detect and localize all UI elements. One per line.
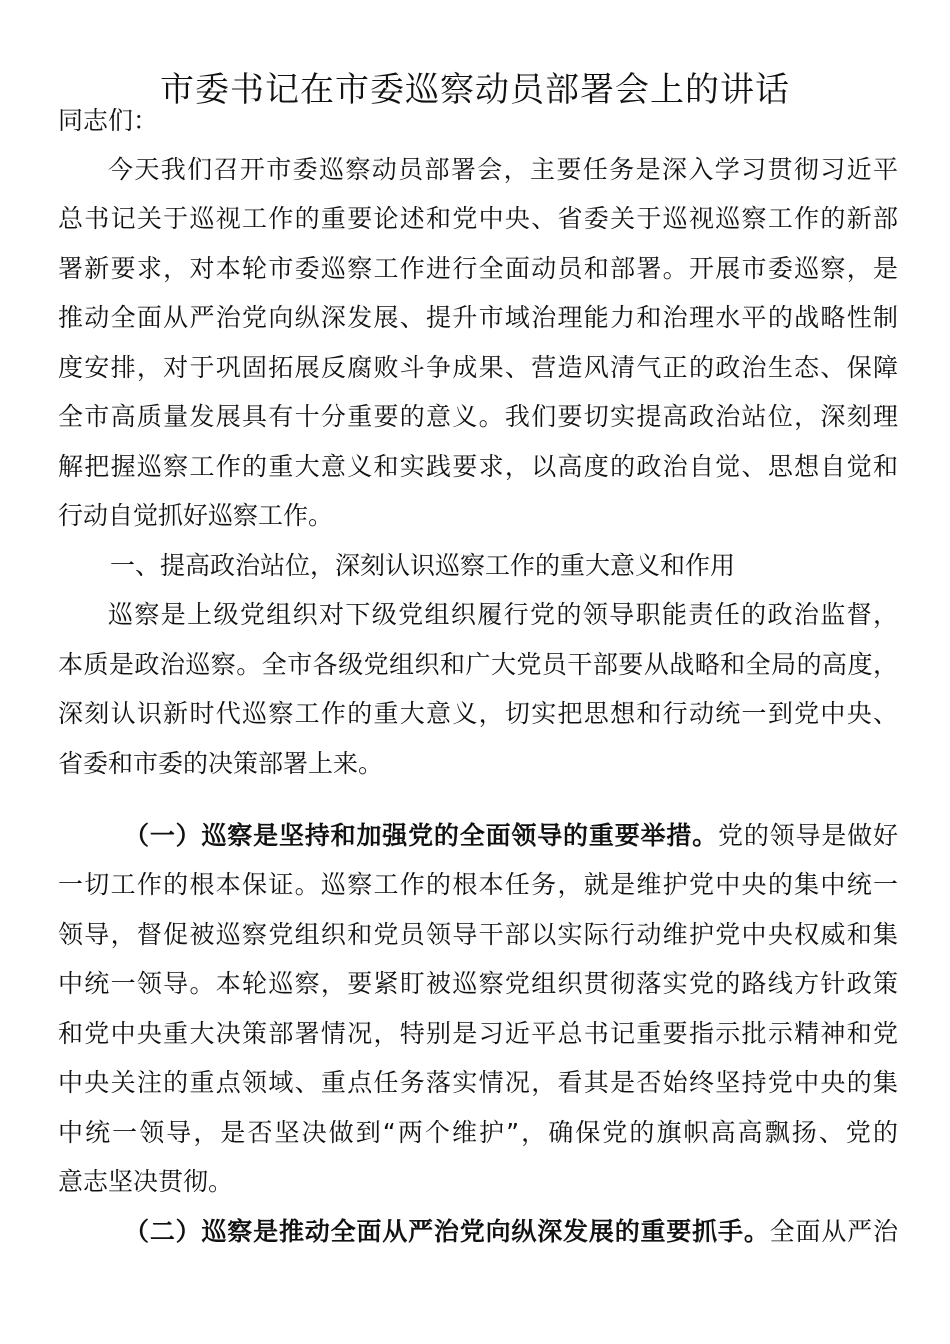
- paragraph-line: 中央关注的重点领域、重点任务落实情况，看其是否始终坚持党中央的集: [58, 1068, 898, 1097]
- paragraph-line: 解把握巡察工作的重大意义和实践要求，以高度的政治自觉、思想自觉和: [58, 452, 898, 481]
- paragraph-line: 推动全面从严治党向纵深发展、提升市域治理能力和治理水平的战略性制: [58, 303, 898, 332]
- document-title: 市委书记在市委巡察动员部署会上的讲话: [160, 70, 790, 110]
- subsection-line: [58, 816, 898, 856]
- paragraph-line: 署新要求，对本轮市委巡察工作进行全面动员和部署。开展市委巡察，是: [58, 254, 898, 283]
- subsection-heading-2: （二）巡察是推动全面从严治党向纵深发展的重要抓手。: [124, 1217, 770, 1246]
- paragraph-line: 全市高质量发展具有十分重要的意义。我们要切实提高政治站位，深刻理: [58, 402, 898, 431]
- paragraph-line: 行动自觉抓好巡察工作。: [58, 501, 334, 530]
- paragraph-line: 本质是政治巡察。全市各级党组织和广大党员干部要从战略和全局的高度，: [58, 650, 898, 679]
- paragraph-line: 度安排，对于巩固拓展反腐败斗争成果、营造风清气正的政治生态、保障: [58, 353, 898, 382]
- paragraph-line: 深刻认识新时代巡察工作的重大意义，切实把思想和行动统一到党中央、: [58, 699, 898, 728]
- subsection-line: [58, 1212, 898, 1252]
- paragraph-line: 中统一领导，是否坚决做到“两个维护”，确保党的旗帜高高飘扬、党的: [58, 1118, 898, 1147]
- paragraph-line: 总书记关于巡视工作的重要论述和党中央、省委关于巡视巡察工作的新部: [58, 204, 898, 233]
- section-heading-1: 一、提高政治站位，深刻认识巡察工作的重大意义和作用: [110, 551, 736, 580]
- paragraph-line: 中统一领导。本轮巡察，要紧盯被巡察党组织贯彻落实党的路线方针政策: [58, 969, 898, 998]
- paragraph-line: 领导，督促被巡察党组织和党员领导干部以实际行动维护党中央权威和集: [58, 920, 898, 949]
- paragraph-line: 今天我们召开市委巡察动员部署会，主要任务是深入学习贯彻习近平: [108, 155, 898, 184]
- subsection-text: 全面从严治: [769, 1217, 898, 1246]
- paragraph-line: 巡察是上级党组织对下级党组织履行党的领导职能责任的政治监督，: [108, 600, 898, 629]
- salutation: 同志们：: [58, 106, 159, 135]
- paragraph-line: 一切工作的根本保证。巡察工作的根本任务，就是维护党中央的集中统一: [58, 870, 898, 899]
- subsection-text: 党的领导是做好: [718, 821, 898, 850]
- paragraph-line: 省委和市委的决策部署上来。: [58, 749, 384, 778]
- paragraph-line: 意志坚决贯彻。: [58, 1167, 234, 1196]
- subsection-heading-1: （一）巡察是坚持和加强党的全面领导的重要举措。: [124, 821, 719, 850]
- paragraph-line: 和党中央重大决策部署情况，特别是习近平总书记重要指示批示精神和党: [58, 1019, 898, 1048]
